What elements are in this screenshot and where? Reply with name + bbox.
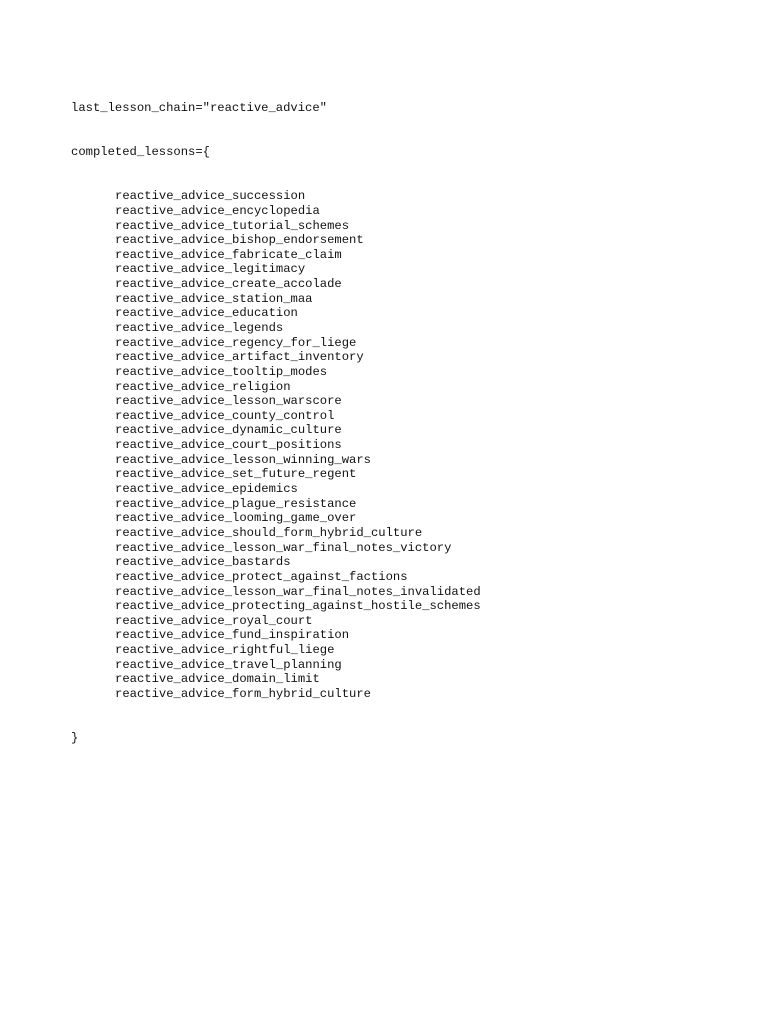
lesson-line: reactive_advice_domain_limit [115,672,320,687]
lesson-line: reactive_advice_protect_against_factions [115,569,408,584]
lesson-line: reactive_advice_county_control [115,408,335,423]
lesson-line: reactive_advice_artifact_inventory [115,350,364,365]
lesson-line: reactive_advice_lesson_winning_wars [115,452,371,467]
lesson-line: reactive_advice_encyclopedia [115,203,320,218]
lesson-line: reactive_advice_should_form_hybrid_culture [115,525,423,540]
lesson-list [71,189,481,701]
lesson-line: reactive_advice_protecting_against_hostile_schemes [115,599,481,614]
lesson-line: reactive_advice_education [115,306,298,321]
lesson-line: reactive_advice_form_hybrid_culture [115,687,371,701]
lesson-line: reactive_advice_fund_inspiration [115,628,350,643]
lesson-line: reactive_advice_bastards [115,555,291,570]
lesson-line: reactive_advice_lesson_warscore [115,394,342,409]
lesson-line: reactive_advice_travel_planning [115,657,342,672]
lesson-line: reactive_advice_looming_game_over [115,511,357,526]
lesson-line: reactive_advice_plague_resistance [115,496,357,511]
lesson-line: reactive_advice_set_future_regent [115,467,357,482]
lesson-line: reactive_advice_station_maa [115,291,313,306]
lesson-line: reactive_advice_legends [115,320,284,335]
lesson-line: reactive_advice_legitimacy [115,262,306,277]
lesson-line: reactive_advice_epidemics [115,482,298,497]
block-close-line: } [71,730,79,745]
lesson-line: reactive_advice_bishop_endorsement [115,233,364,248]
lesson-line: reactive_advice_rightful_liege [115,643,335,658]
lesson-line: reactive_advice_tooltip_modes [115,364,328,379]
lesson-line: reactive_advice_royal_court [115,613,313,628]
header-line: last_lesson_chain="reactive_advice" [71,101,327,116]
lesson-line: reactive_advice_religion [115,379,291,394]
lesson-line: reactive_advice_dynamic_culture [115,423,342,438]
lesson-line: reactive_advice_succession [115,189,306,204]
lesson-line: reactive_advice_court_positions [115,438,342,453]
lesson-line: reactive_advice_regency_for_liege [115,335,357,350]
lesson-line: reactive_advice_lesson_war_final_notes_invalidated [115,584,481,599]
lesson-line: reactive_advice_create_accolade [115,277,342,292]
lesson-line: reactive_advice_tutorial_schemes [115,218,350,233]
text-document [71,72,481,760]
block-open-line: completed_lessons={ [71,145,210,160]
lesson-line: reactive_advice_lesson_war_final_notes_victory [115,540,452,555]
lesson-line: reactive_advice_fabricate_claim [115,247,342,262]
